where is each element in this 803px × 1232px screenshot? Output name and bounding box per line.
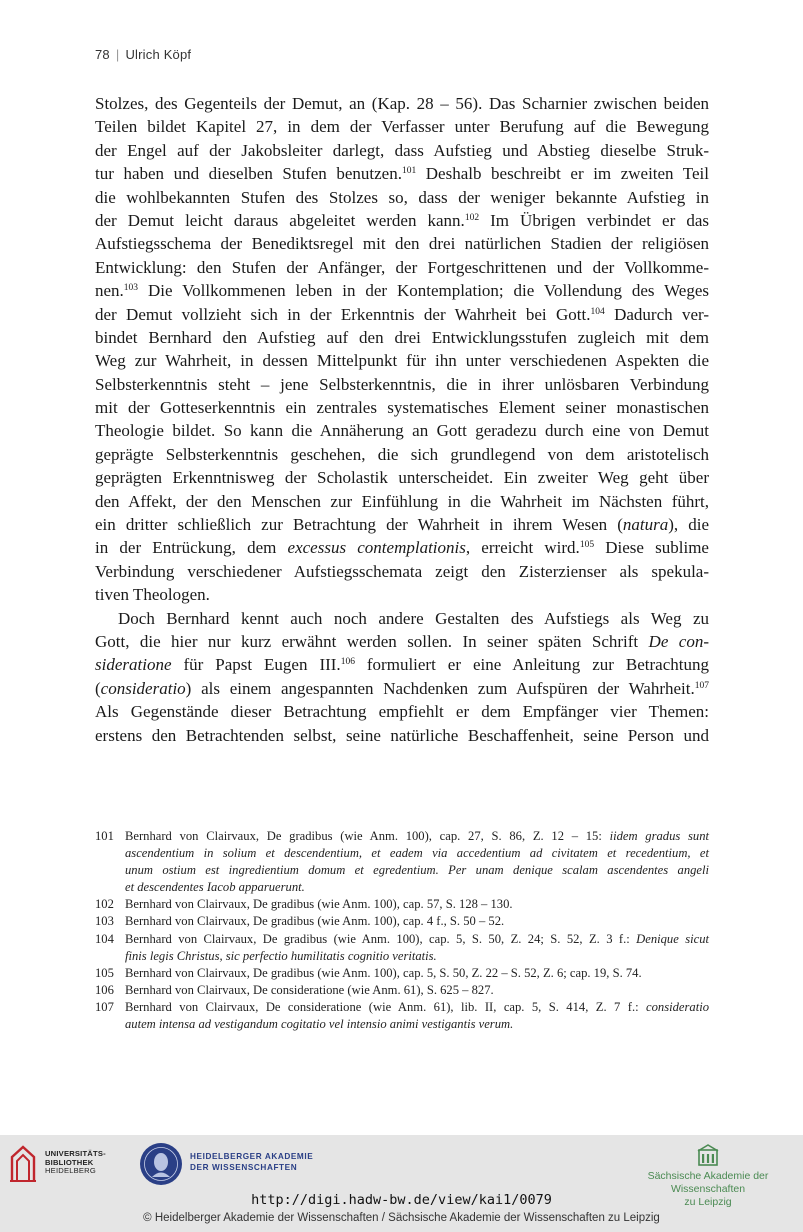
footnote-number: 107 <box>95 999 114 1014</box>
italic-term: excessus contemplationis <box>287 538 466 558</box>
body-line: Doch Bernhard kennt auch noch andere Gestalten des Aufstiegs als Weg zu <box>118 608 709 628</box>
ub-line1: UNIVERSITÄTS- <box>45 1149 106 1158</box>
text-run: ), die <box>668 515 709 535</box>
hadw-line2: DER WISSENSCHAFTEN <box>190 1162 298 1172</box>
footnote-text <box>125 982 709 999</box>
footnote-line <box>125 828 709 845</box>
text-run: Bernhard von Clairvaux, De gradibus (wie Anm. 100), cap. 4 f., S. 50 – 52. <box>125 914 505 929</box>
footnote-line <box>125 931 709 948</box>
footnote-text <box>125 896 709 913</box>
saw-building-icon <box>697 1144 719 1166</box>
text-run: ( <box>95 678 101 698</box>
saw-line2: zu Leipzig <box>684 1196 732 1208</box>
body-line <box>95 536 709 559</box>
running-author: Ulrich Köpf <box>125 47 192 62</box>
body-text <box>95 92 709 747</box>
body-line: Selbsterkenntnis steht – jene Selbsterkenntnis, die in ihrer unlösbaren Verbindung <box>95 374 709 394</box>
body-line: erstens den Betrachtenden selbst, seine natürliche Beschaffenheit, seine Person und <box>95 725 709 745</box>
footnote-text <box>125 965 709 982</box>
text-run: , erreicht wird. <box>465 538 580 558</box>
text-run: für Papst Eugen III. <box>171 655 341 675</box>
body-line <box>95 209 709 232</box>
footnote-ref: 105 <box>579 540 595 551</box>
permalink-url[interactable]: http://digi.hadw-bw.de/view/kai1/0079 <box>251 1192 552 1208</box>
body-line: Als Gegenstände dieser Betrachtung empfiehlt er dem Empfänger vier Themen: <box>95 702 709 722</box>
body-line <box>95 279 709 302</box>
italic-term: consideratio <box>100 678 186 698</box>
italic-quote: unum ostium est ingredientium domum et egredentium. Per unam denique scalam ascendentes angeli <box>125 863 709 878</box>
body-line <box>95 162 709 185</box>
footnote-text <box>125 828 709 896</box>
italic-term: De con- <box>648 631 709 651</box>
hadw-seal-icon <box>140 1143 182 1185</box>
saw-line1: Sächsische Akademie der Wissenschaften <box>647 1170 769 1195</box>
body-line: Verbindung verschiedener Aufstiegsschemata zeigt den Zisterzienser als spekula- <box>95 561 709 581</box>
running-header <box>95 47 191 62</box>
text-run: Bernhard von Clairvaux, De gradibus (wie Anm. 100), cap. 5, S. 50, Z. 22 – S. 52, Z. 6; cap. 19, S. 74. <box>125 965 642 980</box>
footnote-line <box>125 862 709 879</box>
footnote <box>95 931 709 965</box>
footnote-line <box>125 896 709 913</box>
footnote-ref: 107 <box>694 680 709 691</box>
footnote-ref: 106 <box>340 657 355 668</box>
footnote <box>95 896 709 913</box>
body-line: geprägten Erkenntnisweg der Scholastik unterscheidet. Ein zweiter Weg geht über <box>95 468 709 488</box>
footnote-line <box>125 913 709 930</box>
footnote-ref: 101 <box>401 166 417 177</box>
footnote <box>95 965 709 982</box>
footnote <box>95 913 709 930</box>
header-separator: | <box>115 47 120 62</box>
italic-quote: consideratio <box>646 999 709 1014</box>
text-run: Bernhard von Clairvaux, De gradibus (wie Anm. 100), cap. 5, S. 50, Z. 24; S. 52, Z. 3 f.: <box>125 931 637 946</box>
footnote-text <box>125 913 709 930</box>
ub-logo-icon <box>8 1143 38 1183</box>
footnote-number: 101 <box>95 829 114 843</box>
body-line: der Engel auf der Jakobsleiter darlegt, dass Aufstieg und Abstieg dieselbe Struk- <box>95 140 709 160</box>
text-run: Dadurch ver- <box>604 304 709 324</box>
body-line <box>95 677 709 700</box>
footnote-line <box>125 948 709 965</box>
text-run: Bernhard von Clairvaux, De consideratione (wie Anm. 61), S. 625 – 827. <box>125 982 494 997</box>
text-run: Gott, die hier nur kurz erwähnt werden sollen. In seiner späten Schrift <box>95 631 649 651</box>
italic-quote: ascendentium in solium et descendentium, et eadem via accedentium ad civitatem et recedentium, et <box>125 846 709 861</box>
text-run: Bernhard von Clairvaux, De gradibus (wie Anm. 100), cap. 57, S. 128 – 130. <box>125 897 513 912</box>
footnote-number: 105 <box>95 965 114 980</box>
footnote-line <box>125 845 709 862</box>
italic-quote: Denique sicut <box>636 931 709 946</box>
ub-name <box>45 1150 106 1176</box>
footnote <box>95 982 709 999</box>
footnote-text <box>125 931 709 965</box>
body-line: die wohlbekannten Stufen des Stolzes so, dass der weniger bekannte Aufstieg in <box>95 187 709 207</box>
footnote-line <box>125 982 709 999</box>
body-line <box>95 630 709 653</box>
text-run: formuliert er eine Anleitung zur Betrachtung <box>354 655 709 675</box>
text-run: Bernhard von Clairvaux, De consideratione (wie Anm. 61), lib. II, cap. 5, S. 414, Z. 7 f.: <box>125 999 647 1014</box>
text-run: nen. <box>95 281 124 301</box>
footnote <box>95 828 709 896</box>
text-run: Diese sublime <box>594 538 709 558</box>
ub-line3: HEIDELBERG <box>45 1166 96 1176</box>
body-line: Entwicklung: den Stufen der Anfänger, der Fortgeschrittenen und der Vollkomme- <box>95 257 709 277</box>
italic-quote: autem intensa ad vestigandum cogitatio vel intensio animi vestigantis verum. <box>125 1017 514 1032</box>
text-run: Im Übrigen verbindet er das <box>479 210 709 230</box>
footnote-number: 103 <box>95 914 114 929</box>
text-run: Bernhard von Clairvaux, De gradibus (wie Anm. 100), cap. 27, S. 86, Z. 12 – 15: <box>125 829 610 843</box>
text-run: tur haben und dieselben Stufen benutzen. <box>95 164 402 184</box>
footnote-ref: 104 <box>590 306 605 317</box>
hadw-line1: HEIDELBERGER AKADEMIE <box>190 1152 314 1161</box>
footnote-ref: 102 <box>464 212 480 223</box>
copyright-notice: © Heidelberger Akademie der Wissenschaften / Sächsische Akademie der Wissenschaften zu Leipzig <box>143 1212 660 1224</box>
body-line <box>95 653 709 676</box>
footnote-number: 102 <box>95 897 114 912</box>
text-run: der Demut vollzieht sich in der Erkenntnis der Wahrheit bei Gott. <box>95 304 591 324</box>
footnotes <box>95 828 709 1033</box>
hadw-name <box>190 1152 313 1173</box>
body-line: bindet Bernhard den Aufstieg auf den drei Entwicklungsstufen zugleich mit dem <box>95 327 709 347</box>
footnote-line <box>125 1016 709 1033</box>
footnote-number: 104 <box>95 931 114 946</box>
footnote-text <box>125 999 709 1033</box>
footnote-line <box>125 965 709 982</box>
italic-term: sideratione <box>95 655 172 675</box>
body-line: den Affekt, der den Menschen zur Einfühlung in die Wahrheit im Nächsten führt, <box>95 491 709 511</box>
body-line: tiven Theologen. <box>95 585 210 605</box>
italic-term: natura <box>622 515 669 535</box>
body-line: Weg zur Wahrheit, in dessen Mittelpunkt für ihn unter verschiedenen Aspekten die <box>95 351 709 371</box>
text-run: der Demut leicht daraus abgeleitet werden kann. <box>95 210 465 230</box>
italic-quote: finis legis Christus, sic perfectio humilitatis cognitio veritatis. <box>125 948 437 963</box>
text-run: Die Vollkommenen leben in der Kontemplation; die Vollendung des Weges <box>138 281 709 301</box>
footnote-number: 106 <box>95 982 114 997</box>
ub-line2: BIBLIOTHEK <box>45 1157 94 1167</box>
body-line: Theologie bildet. So kann die Annäherung an Gott geradezu durch eine von Demut <box>95 421 709 441</box>
body-line: mit der Gotteserkenntnis ein zentrales systematisches Element seiner monastischen <box>95 398 709 418</box>
body-line: Stolzes, des Gegenteils der Demut, an (Kap. 28 – 56). Das Scharnier zwischen beiden <box>95 94 709 113</box>
body-line: Aufstiegsschema der Benediktsregel mit den drei natürlichen Stadien der religiösen <box>95 234 709 254</box>
body-line <box>95 513 709 536</box>
text-run: ein dritter schließlich zur Betrachtung der Wahrheit in ihrem Wesen ( <box>95 515 623 535</box>
italic-quote: iidem gradus sunt <box>609 829 709 843</box>
body-line: geprägte Selbsterkenntnis geschehen, die sich grundlegend von dem aristotelisch <box>95 444 709 464</box>
footnote-ref: 103 <box>123 283 139 294</box>
text-run: in der Entrückung, dem <box>95 538 288 558</box>
footnote-line <box>125 999 709 1016</box>
body-line <box>95 303 709 326</box>
italic-quote: et descendentes Iacob apparuerunt. <box>125 880 305 895</box>
text-run: ) als einem angespannten Nachdenken zum Aufspüren der Wahrheit. <box>185 678 695 698</box>
footnote <box>95 999 709 1033</box>
footnote-line <box>125 879 709 896</box>
body-line: Teilen bildet Kapitel 27, in dem der Verfasser unter Berufung auf die Bewegung <box>95 117 709 137</box>
page-number: 78 <box>95 47 110 62</box>
text-run: Deshalb beschreibt er im zweiten Teil <box>416 164 709 184</box>
